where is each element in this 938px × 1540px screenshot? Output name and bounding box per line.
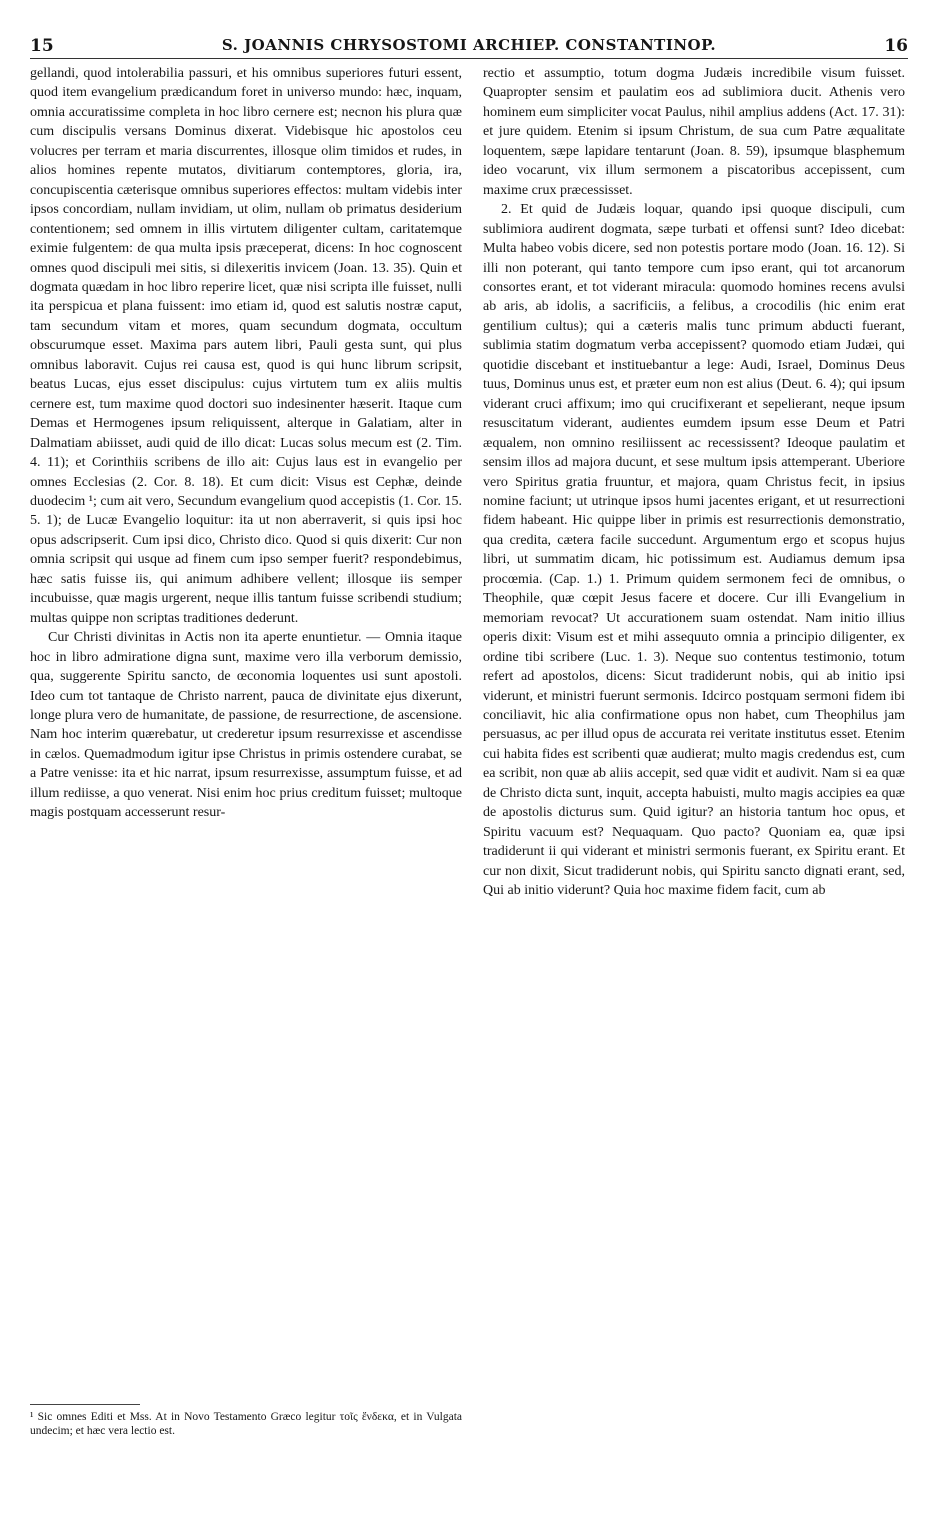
left-column bbox=[30, 64, 462, 823]
right-paragraph-1: rectio et assumptio, totum dogma Judæis incredibile visum fuisset. Quapropter sensim et paulatim eos ad sublimiora ducit. Athenis vero hominem eum simpliciter vocat Paulus, nihil amplius addens (Act. 17. 31): et jure quidem. Etenim si ipsum Christum, de sua cum Patre æqualitate loquentem, sæpe lapidare tentarunt (Joan. 8. 59), ipsumque blasphemum ideo vocarunt, vix illum sermonem a piscatoribus accepissent, cum maxime crux præcessisset. bbox=[483, 66, 905, 198]
page-header bbox=[30, 36, 908, 59]
right-column bbox=[483, 64, 905, 900]
page-number-left: 15 bbox=[30, 36, 54, 56]
running-title: S. JOANNIS CHRYSOSTOMI ARCHIEP. CONSTANTINOP. bbox=[221, 36, 717, 54]
footnote-rule bbox=[30, 1404, 140, 1405]
left-paragraph-2: Cur Christi divinitas in Actis non ita aperte enuntietur. — Omnia itaque hoc in libro admiratione digna sunt, maxime vero illa verborum demissio, qua, suggerente Spiritu sancto, de œconomia loquentes usi sunt apostoli. Ideo cum tot tantaque de Christo narrent, pauca de divinitate ejus dixerunt, longe plura vero de humanitate, de passione, de resurrectione, de ascensione. Nam hoc interim quærebatur, ut crederetur ipsum resurrexisse et ascendisse in cælos. Quemadmodum igitur ipse Christus in primis ostendere curabat, se a Patre venisse: ita et hic narrat, ipsum resurrexisse, assumptum fuisse, et ad illum rediisse, a quo venerat. Nisi enim hoc prius creditum fuisset; multoque magis postquam accesserunt resur- bbox=[30, 630, 462, 821]
footnote: ¹ Sic omnes Editi et Mss. At in Novo Testamento Græco legitur τοῖς ἕνδεκα, et in Vulgata undecim; et hæc vera lectio est. bbox=[30, 1411, 462, 1437]
left-paragraph-1: gellandi, quod intolerabilia passuri, et his omnibus superiores futuri essent, quod item evangelium prædicandum foret in universo mundo: hæc, inquam, omnia accuratissime completa in hoc libro cernere est; necnon his plura quæ cum discipulis versans Dominus dixerat. Videbisque hic apostolos ceu volucres per terram et maria discurrentes, illosque olim timidos et rudes, in alios homines repente mutatos, divitiarum contemptores, gloria, ira, concupiscentia cæterisque omnibus superiores effectos: multam videbis inter ipsos concordiam, nullam invidiam, ut olim, nullam ob primatus desiderium contentionem; sed omnem in illis virtutem diligenter cultam, caritatemque eximie fulgentem: de qua multa ipsis præceperat, dicens: In hoc cognoscent omnes quod discipuli mei sitis, si dilexeritis invicem (Joan. 13. 35). Quin et dogmata quædam in hoc libro reperire licet, quæ nisi scripta ille fuisset, nulli ita perspicua et plana fuissent: imo etiam id, quod est salutis nostræ caput, tam secundum vitam et mores, quam secundum dogmata, occultum obscurumque esset. Maxima pars autem libri, Pauli gesta sunt, qui plus omnibus laboravit. Cujus rei causa est, quod is qui hunc librum scripsit, beatus Lucas, ejus esset discipulus: cujus virtutem tum ex aliis multis cernere est, tum maxime quod doctori suo indesinenter hæserit. Itaque cum Demas et Hermogenes ipsum reliquissent, alterque in Galatiam, alter in Dalmatiam abiisset, audi quid de illo dicat: Lucas solus mecum est (2. Tim. 4. 11); et Corinthiis scribens de illo ait: Cujus laus est in evangelio per omnes Ecclesias (2. Cor. 8. 18). Et cum dicit: Visus est Cephæ, deinde duodecim ¹; cum ait vero, Secundum evangelium quod accepistis (1. Cor. 15. 5. 1); de Lucæ Evangelio loquitur: ita ut non aberraverit, si quis ipsi hoc opus adscripserit. Cum ipsi dico, Christo dico. Quod si quis dixerit: Cur non omnia scripsit qui usque ad finem cum ipso semper fuerit? respondebimus, hæc satis fuisse iis, qui animum adhibere vellent; illosque iis semper incubuisse, quæ magis urgerent, neque illis tantum fuisse scribendi studium; multas quippe non scriptas traditiones dederunt. bbox=[30, 66, 462, 626]
right-paragraph-2: 2. Et quid de Judæis loquar, quando ipsi quoque discipuli, cum sublimiora audirent dogmata, sæpe turbati et offensi sunt? Ideo dicebat: Multa habeo vobis dicere, sed non potestis portare modo (Joan. 16. 12). Si illi non poterant, qui tanto tempore cum ipso erant, qui tot arcanorum consortes erant, et tot viderant miracula: quomodo homines recens avulsi ab aris, ab idolis, a sacrificiis, a felibus, a crocodilis (hic enim erat gentilium cultus); qui a cæteris malis tunc primum abducti fuerant, sublimia statim dogmatum verba accepissent? quomodo etiam Judæi, qui quotidie discebant et instituebantur a lege: Audi, Israel, Dominus Deus tuus, Dominus unus est, et præter eum non est alius (Deut. 6. 4); qui ipsum viderant cruci affixum; imo qui crucifixerant et sepelierant, neque ipsum resuscitatum viderant, audientes eumdem ipsum esse Deum et Patri æqualem, non omnino resiliissent ac recessissent? Ideoque paulatim et sensim illos ad majora ducunt, et sese multum ipsis attemperant. Uberiore vero Spiritus gratia fruuntur, et majora, quam Christus fecit, in ipsius nomine faciunt; ut utrinque ipsos humi jacentes erigant, et ut resurrectioni fidem habeant. Hic quippe liber in primis est resurrectionis demonstratio, qua credita, cætera facile succedunt. Argumentum ergo et scopus hujus libri, ut summatim dicam, hic potissimum est. Audiamus demum ipsa procœmia. (Cap. 1.) 1. Primum quidem sermonem feci de omnibus, o Theophile, quæ cœpit Jesus facere et docere. Cur illi Evangelium in memoriam revocat? Ut accurationem suam ostendat. Nam initio illius operis dixit: Visum est et mihi assequuto omnia a principio diligenter, ex ordine tibi scribere (Luc. 1. 3). Neque suo contentus testimonio, totum refert ad apostolos, dicens: Sicut tradiderunt nobis, qui ab initio ipsi viderunt, et ministri fuerunt sermonis. Idcirco postquam sermoni fidem ibi conciliavit, hic alia confirmatione opus non habet, cum Theophilus jam persuasus, ac per illud opus de accurata rei veritate institutus esset. Etenim cui habita fides est scribenti quæ audierat; multo magis credendus est, cum ea scribit, non quæ ab aliis accepit, sed quæ vidit et audivit. Nam si ea quæ de Christo dicta sunt, inquit, accepta habuisti, multo magis accipies ea quæ de apostolis dicturus sum. Quid igitur? an historia tantum hoc opus, et Spiritu vacuum est? Nequaquam. Quo pacto? Quoniam ea, quæ ipsi tradiderunt ii qui viderant et ministri sermonis fuerant, ex Spiritu erant. Et cur non dixit, Sicut tradiderunt nobis, qui Spiritu sancto dignati erant, sed, Qui ab initio viderunt? Quia hoc maxime fidem facit, cum ab bbox=[483, 202, 905, 899]
page-number-right: 16 bbox=[884, 36, 908, 56]
